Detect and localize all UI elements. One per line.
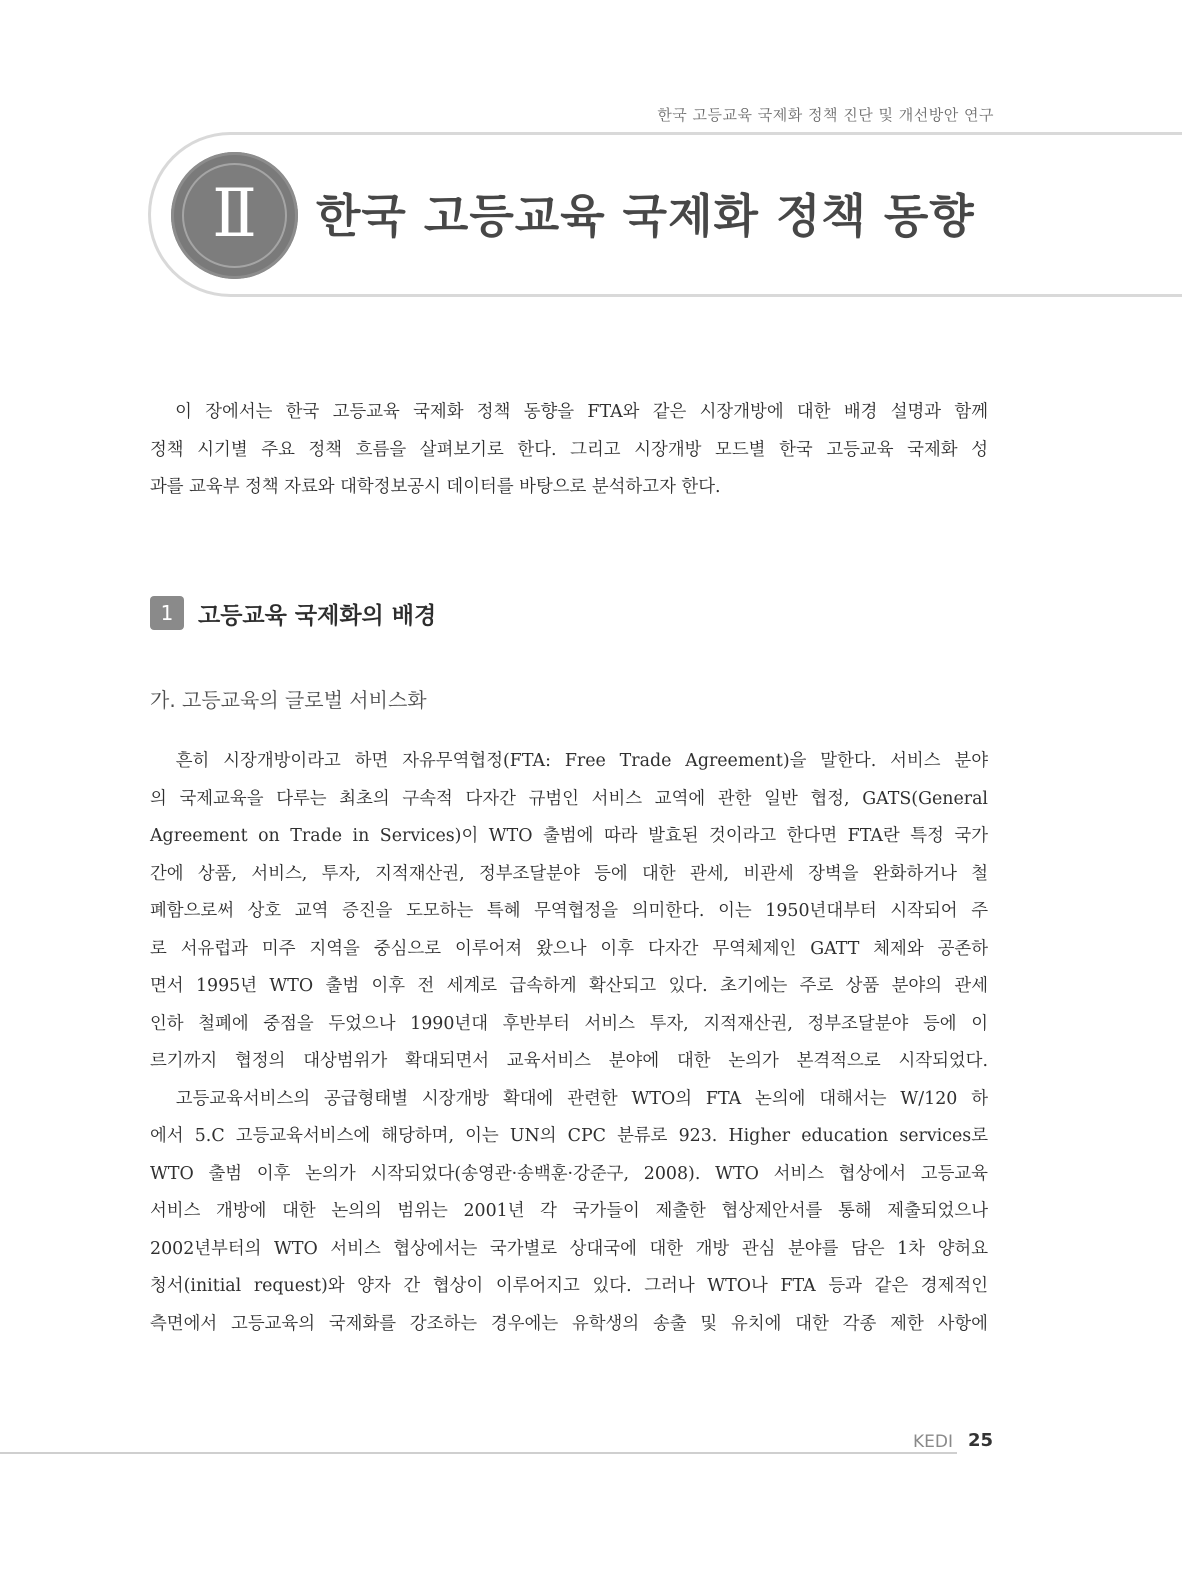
text-line: 청서(initial request)와 양자 간 협상이 이루어지고 있다. 그러나 WTO나 FTA 등과 같은 경제적인	[150, 1276, 988, 1296]
footer-brand: KEDI	[913, 1432, 953, 1452]
text-line: 이 장에서는 한국 고등교육 국제화 정책 동향을 FTA와 같은 시장개방에 대한 배경 설명과 함께	[150, 402, 988, 422]
text-line: 측면에서 고등교육의 국제화를 강조하는 경우에는 유학생의 송출 및 유치에 대한 각종 제한 사항에	[150, 1313, 988, 1334]
text-line: 의 국제교육을 다루는 최초의 구속적 다자간 규범인 서비스 교역에 관한 일반 협정, GATS(General	[150, 788, 988, 809]
page-number: 25	[968, 1430, 994, 1451]
intro-paragraph	[150, 394, 988, 507]
chapter-number-badge	[171, 152, 298, 279]
text-line: 폐함으로써 상호 교역 증진을 도모하는 특혜 무역협정을 의미한다. 이는 1950년대부터 시작되어 주	[150, 901, 988, 921]
text-line: 흔히 시장개방이라고 하면 자유무역협정(FTA: Free Trade Agreement)을 말한다. 서비스 분야	[150, 751, 988, 771]
subsection-title: 가. 고등교육의 글로벌 서비스화	[150, 688, 427, 712]
text-line: 2002년부터의 WTO 서비스 협상에서는 국가별로 상대국에 대한 개방 관심 분야를 담은 1차 양허요	[150, 1238, 988, 1259]
text-line: 간에 상품, 서비스, 투자, 지적재산권, 정부조달분야 등에 대한 관세, 비관세 장벽을 완화하거나 철	[150, 863, 988, 884]
text-line: 로 서유럽과 미주 지역을 중심으로 이루어져 왔으나 이후 다자간 무역체제인 GATT 체제와 공존하	[150, 938, 988, 959]
section-title: 고등교육 국제화의 배경	[198, 602, 437, 629]
section-heading	[150, 595, 436, 631]
text-line: Agreement on Trade in Services)이 WTO 출범에 따라 발효된 것이라고 한다면 FTA란 특정 국가	[150, 826, 988, 846]
text-line: 면서 1995년 WTO 출범 이후 전 세계로 급속하게 확산되고 있다. 초기에는 주로 상품 분야의 관세	[150, 976, 988, 996]
text-line: 르기까지 협정의 대상범위가 확대되면서 교육서비스 분야에 대한 논의가 본격적으로 시작되었다.	[150, 1051, 988, 1071]
section-number-badge: 1	[150, 596, 184, 630]
chapter-title: 한국 고등교육 국제화 정책 동향	[316, 189, 975, 243]
text-line: 서비스 개방에 대한 논의의 범위는 2001년 각 국가들이 제출한 협상제안서를 통해 제출되었으나	[150, 1201, 988, 1221]
running-header: 한국 고등교육 국제화 정책 진단 및 개선방안 연구	[657, 106, 994, 124]
text-line: 에서 5.C 고등교육서비스에 해당하며, 이는 UN의 CPC 분류로 923. Higher education services로	[150, 1126, 988, 1146]
text-line: 과를 교육부 정책 자료와 대학정보공시 데이터를 바탕으로 분석하고자 한다.	[150, 477, 721, 497]
text-line: WTO 출범 이후 논의가 시작되었다(송영관·송백훈·강준구, 2008). WTO 서비스 협상에서 고등교육	[150, 1163, 988, 1184]
text-line: 인하 철폐에 중점을 두었으나 1990년대 후반부터 서비스 투자, 지적재산권, 정부조달분야 등에 이	[150, 1013, 988, 1034]
footer-rule	[0, 1452, 957, 1454]
chapter-numeral: Ⅱ	[212, 175, 257, 252]
text-line: 고등교육서비스의 공급형태별 시장개방 확대에 관련한 WTO의 FTA 논의에 대해서는 W/120 하	[150, 1088, 988, 1109]
text-line: 정책 시기별 주요 정책 흐름을 살펴보기로 한다. 그리고 시장개방 모드별 한국 고등교육 국제화 성	[150, 439, 988, 460]
body-text	[150, 743, 988, 1343]
